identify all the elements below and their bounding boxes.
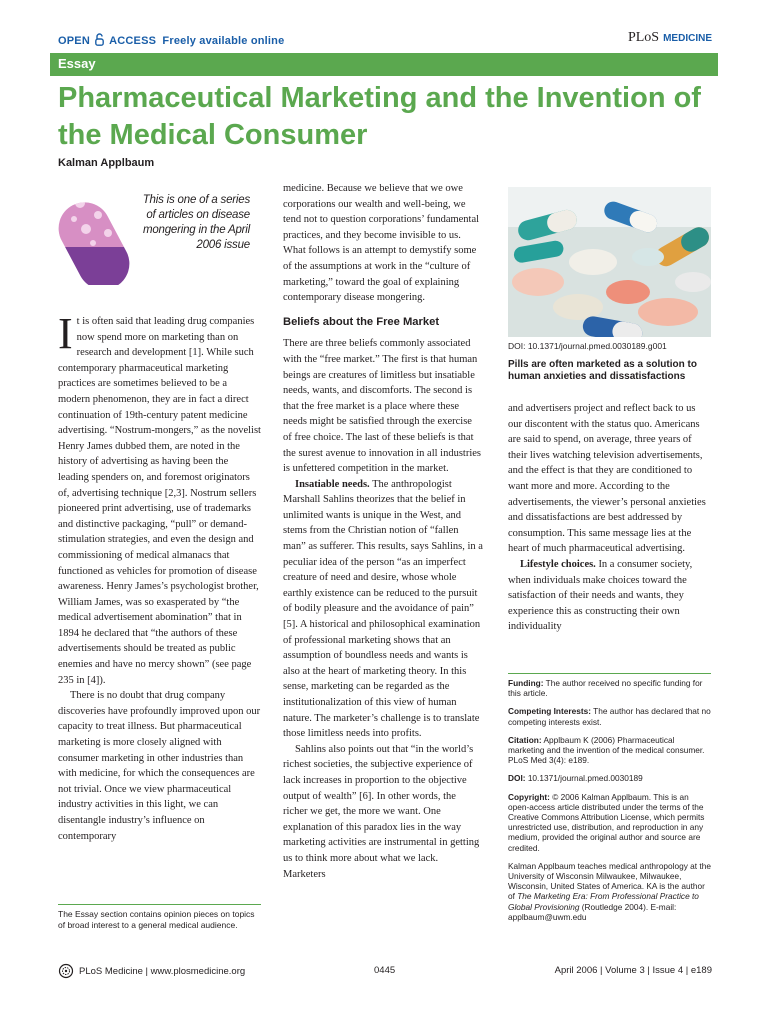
doi-label: DOI:	[508, 773, 526, 784]
paragraph-advertisers: and advertisers project and reflect back to us our discontent with the status quo. Americans are said to spend, on average, three years of their lives watching television advertisements, and the effect is that they are conditioned to want more and more. According to the advertisements, the viewer’s personal anxieties and dissatisfactions are best addressed by consumption. This same message lies at the heart of much pharmaceutical advertising.	[508, 403, 706, 555]
page-number: 0445	[374, 965, 396, 976]
open-access-label	[58, 33, 284, 47]
citation-text: Applbaum K (2006) Pharmaceutical marketing and the invention of the medical consumer. PLoS Med 3(4): e189.	[508, 734, 705, 766]
bio-text-1: Kalman Applbaum teaches medical anthropology at the University of Wisconsin Milwaukee, Milwaukee, Wisconsin, United States of America. KA is the author of	[508, 860, 711, 902]
copyright-label: Copyright:	[508, 791, 550, 802]
section-heading: Beliefs about the Free Market	[283, 315, 440, 328]
pills-photo	[508, 187, 711, 337]
paragraph-continued: medicine. Because we believe that we owe corporations our wealth and well-being, we tend not to question corporations’ fundamental practices, and they become invisible to us. What follows is an attempt to demystify some of the assumptions at work in the “culture of marketing,” toward the goal of explaining contemporary disease mongering.	[283, 183, 480, 304]
series-note: This is one of a series of articles on disease mongering in the April 2006 issue	[142, 194, 250, 251]
paragraph-intro	[58, 309, 261, 688]
issue-info: April 2006 | Volume 3 | Issue 4 | e189	[554, 965, 712, 976]
paragraph-sahlins: Sahlins also points out that “in the world’s richest societies, the subjective experience of lack increases in proportion to the objective output of wealth” [6]. In other words, the richer we get, the more we want. One explanation of this paradox lies in the way marketing activities are instrumental in getting us to think more about what we lack. Marketers	[283, 743, 480, 880]
paragraph-beliefs: There are three beliefs commonly associated with the “free market.” The first is that human beings are creatures of limitless but insatiable needs, wants, and discomforts. The second is that the free market is a place where these needs might be satisfied through the exercise of free choice. The last of these beliefs is that the surest avenue to innovation in all industries is unfettered competition in the market.	[283, 338, 482, 475]
access-text: ACCESS	[109, 35, 157, 47]
competing-label: Competing Interests:	[508, 706, 591, 717]
run-in-heading: Insatiable needs.	[295, 478, 370, 490]
freely-available-text: Freely available online	[162, 35, 285, 47]
paragraph-lifestyle-text: In a consumer society, when individuals make choices toward the satisfaction of their needs and wants, they experience this as constructing their own individuality	[508, 558, 693, 633]
figure-doi: DOI: 10.1371/journal.pmed.0030189.g001	[508, 341, 667, 351]
footer-journal-link[interactable]: PLoS Medicine | www.plosmedicine.org	[79, 965, 246, 977]
section-bar	[50, 53, 718, 76]
drop-cap: I	[58, 309, 73, 358]
article-author: Kalman Applbaum	[58, 157, 155, 169]
funding-statement	[508, 678, 711, 698]
column-2	[283, 181, 483, 882]
open-lock-icon	[95, 33, 104, 46]
column-1	[58, 309, 261, 844]
copyright-text: © 2006 Kalman Applbaum. This is an open-access article distributed under the terms of the Creative Commons Attribution License, which permits unrestricted use, distribution, and reproduction in any medium, provided the original author and source are credited.	[508, 791, 705, 853]
competing-text: The author has declared that no competing interests exist.	[508, 706, 711, 727]
paragraph-intro-text: t is often said that leading drug companies now spend more on marketing than on research and development [1]. While such contemporary pharmaceutical marketing practices are sometimes believed to be a modern phenomenon, they are in fact a direct continuation of 19th-century patent medicine advertising. “Nostrum-mongers,” as the novelist Henry James dubbed them, are noted in the history of advertising as having been the leading spenders on, and foremost originators of, advertising technique [2,3]. Nostrum sellers pioneered print advertising, use of trademarks and distinctive packaging, “pull” or demand-stimulation strategies, and even the design and commissioning of medical almanacs that functioned as vehicles for promotion of disease awareness. Henry James’s psychologist brother, William James, was so exasperated by “the medical advertisement abomination” that in 1894 he declared that “the authors of these advertisements should be treated as public enemies and have no mercy shown” (see page 235 in [4]).	[58, 316, 261, 686]
pills-image	[508, 187, 711, 337]
journal-name: PLoS	[627, 30, 660, 45]
essay-footnote: The Essay section contains opinion pieces on topics of broad interest to a general medical audience.	[58, 904, 261, 931]
run-in-heading: Lifestyle choices.	[520, 558, 596, 570]
plos-logo-icon	[58, 963, 74, 979]
paragraph-insatiable	[283, 477, 483, 742]
copyright-statement	[508, 792, 711, 853]
footer-left	[58, 963, 245, 979]
bio-book-title: The Marketing Era: From Professional Practice to Global Provisioning	[508, 891, 699, 912]
citation-statement	[508, 735, 711, 766]
bio-text-2: (Routledge 2004). E-mail: applbaum@uwm.edu	[508, 901, 677, 922]
citation-label: Citation:	[508, 734, 542, 745]
column-3	[508, 401, 711, 635]
paragraph-lifestyle	[508, 557, 711, 635]
doi-text: 10.1371/journal.pmed.0030189	[525, 773, 643, 784]
article-metadata	[508, 673, 711, 930]
figure-caption: Pills are often marketed as a solution to human anxieties and dissatisfactions	[508, 359, 697, 382]
paragraph-insatiable-text: The anthropologist Marshall Sahlins theorizes that the belief in unlimited wants is unique in the West, and stems from the Christian notion of “fallen man” as sufferer. This results, says Sahlins, in a peculiar idea of the person “as an imperfect creature of need and desire, whose whole earthly existence can be reduced to the pursuit of bodily pleasure and the avoidance of pain” [5]. A historical and philosophical examination of professional marketing shows that an assumption of boundless needs and wants is also at the heart of marketing theory. In this sense, marketing can be regarded as the institutionalization of this view of human nature. The marketer’s challenge is to translate those limitless needs into profits.	[283, 478, 483, 740]
doi-statement	[508, 773, 711, 783]
funding-text: The author received no specific funding for this article.	[508, 678, 703, 699]
author-bio	[508, 861, 711, 922]
open-text: OPEN	[58, 35, 90, 47]
journal-subname: MEDICINE	[663, 33, 712, 44]
paragraph-2: There is no doubt that drug company discoveries have profoundly improved upon our capacity to treat illness. But pharmaceutical marketing is more closely aligned with consumer marketing in other industries than with medicine, for which the consequences are not trivial. Once we view pharmaceutical industry activities in this light, we can disentangle industry’s influence on contemporary	[58, 690, 261, 842]
journal-logo	[628, 30, 712, 46]
competing-interests-statement	[508, 706, 711, 726]
funding-label: Funding:	[508, 678, 544, 688]
section-label: Essay	[58, 56, 96, 71]
article-title: Pharmaceutical Marketing and the Invention of the Medical Consumer	[58, 82, 701, 151]
